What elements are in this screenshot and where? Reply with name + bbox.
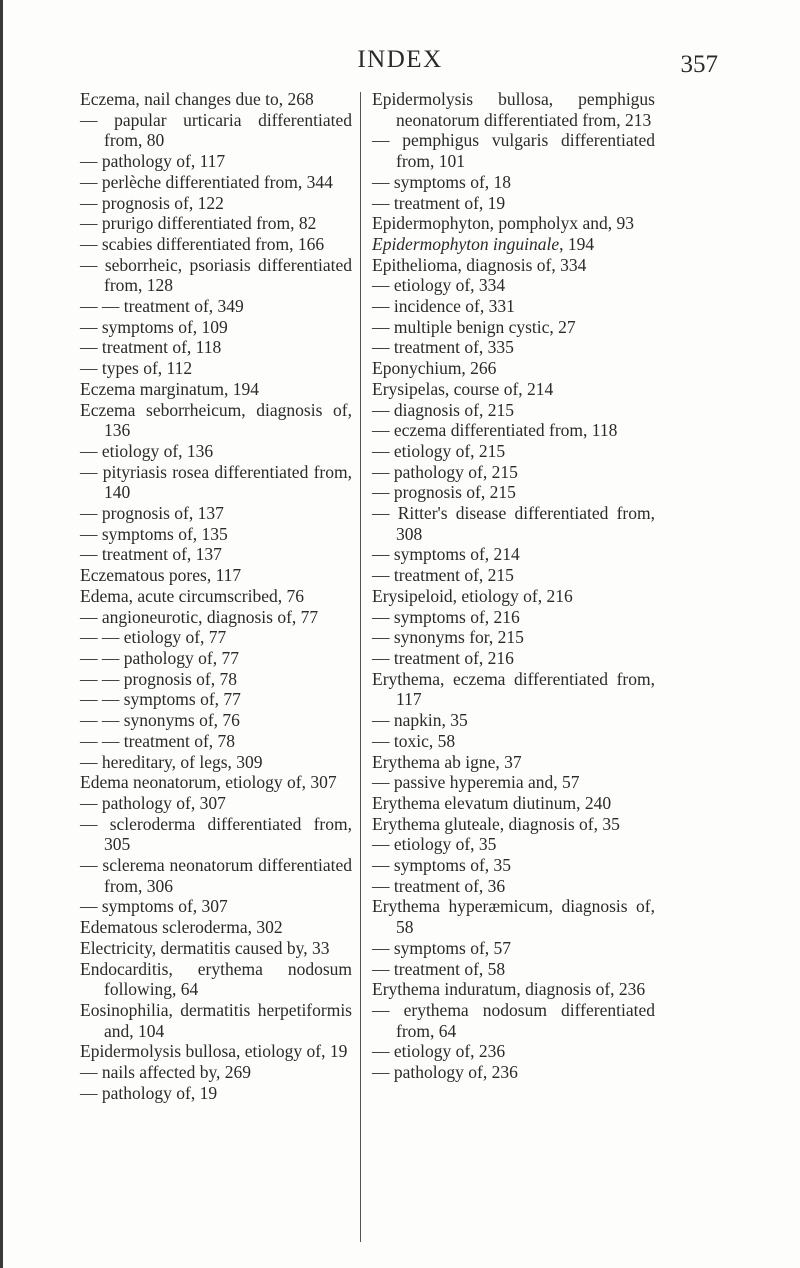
index-entry: — nails affected by, 269 bbox=[80, 1062, 252, 1083]
page-header bbox=[0, 40, 800, 80]
index-entry: Erysipelas, course of, 214 bbox=[372, 378, 554, 399]
index-entry: Epithelioma, diagnosis of, 334 bbox=[372, 254, 587, 275]
index-entry: — papular urticaria differentiated from, 80 bbox=[80, 109, 352, 151]
index-entry: — sclerema neonatorum differentiated from, 306 bbox=[80, 855, 352, 896]
index-entry: — — symptoms of, 77 bbox=[80, 689, 241, 710]
index-entry: — — treatment of, 349 bbox=[80, 296, 244, 317]
index-entry: — symptoms of, 109 bbox=[80, 316, 228, 337]
index-entry: — prognosis of, 215 bbox=[372, 482, 516, 503]
index-entry: — treatment of, 118 bbox=[80, 337, 222, 358]
index-entry: — diagnosis of, 215 bbox=[372, 399, 514, 420]
index-entry: Endocarditis, erythema nodosum following, 64 bbox=[80, 958, 352, 1000]
index-entry: Eczema marginatum, 194 bbox=[80, 378, 259, 399]
index-entry: — — prognosis of, 78 bbox=[80, 668, 238, 689]
index-entry: Erythema, eczema differentiated from, 117 bbox=[372, 668, 655, 710]
index-entry: — etiology of, 136 bbox=[80, 440, 214, 461]
index-entry: — symptoms of, 57 bbox=[372, 937, 512, 958]
page-number: 357 bbox=[680, 51, 718, 78]
index-entry: — — etiology of, 77 bbox=[80, 627, 227, 648]
index-entry: — symptoms of, 35 bbox=[372, 855, 512, 876]
index-entry: — pityriasis rosea differentiated from, 140 bbox=[80, 461, 352, 503]
index-entry: — scleroderma differentiated from, 305 bbox=[80, 813, 352, 855]
index-entry: — pathology of, 19 bbox=[80, 1082, 218, 1103]
index-entry: — angioneurotic, diagnosis of, 77 bbox=[80, 606, 319, 627]
index-entry: — symptoms of, 214 bbox=[372, 544, 520, 565]
index-entry: — Ritter's disease differentiated from, 308 bbox=[372, 503, 655, 544]
index-entry: — eczema differentiated from, 118 bbox=[372, 420, 618, 441]
index-entry: Erythema elevatum diutinum, 240 bbox=[372, 792, 612, 813]
index-entry: — pathology of, 117 bbox=[80, 151, 226, 172]
index-entry: Erythema hyperæmicum, diagnosis of, 58 bbox=[372, 896, 655, 938]
index-entry: — treatment of, 19 bbox=[372, 192, 506, 213]
index-entry: — treatment of, 58 bbox=[372, 958, 506, 979]
index-entry: Erythema ab igne, 37 bbox=[372, 751, 522, 772]
index-entry: — napkin, 35 bbox=[372, 710, 468, 731]
index-column-left bbox=[80, 89, 352, 1103]
index-entry: Epidermolysis bullosa, etiology of, 19 bbox=[80, 1041, 348, 1062]
index-entry: Electricity, dermatitis caused by, 33 bbox=[80, 937, 330, 958]
page-title: INDEX bbox=[357, 46, 443, 73]
index-entry: Eczema, nail changes due to, 268 bbox=[80, 89, 314, 109]
index-entry: Edema, acute circumscribed, 76 bbox=[80, 585, 304, 606]
index-entry: — — pathology of, 77 bbox=[80, 647, 239, 668]
index-entry: Erysipeloid, etiology of, 216 bbox=[372, 585, 573, 606]
index-entry: — symptoms of, 18 bbox=[372, 171, 512, 192]
index-entry: — incidence of, 331 bbox=[372, 296, 515, 317]
index-entry: — types of, 112 bbox=[80, 358, 193, 379]
index-entry-rest: , 194 bbox=[559, 233, 595, 254]
index-entry: — etiology of, 35 bbox=[372, 834, 497, 855]
index-entry: — erythema nodosum differentiated from, 64 bbox=[372, 999, 655, 1041]
index-entry: Erythema gluteale, diagnosis of, 35 bbox=[372, 813, 620, 834]
index-entry bbox=[372, 234, 655, 255]
index-entry: — multiple benign cystic, 27 bbox=[372, 316, 576, 337]
index-entry: — treatment of, 36 bbox=[372, 875, 506, 896]
index-entry: Eponychium, 266 bbox=[372, 358, 497, 379]
index-entry: — prognosis of, 137 bbox=[80, 503, 224, 524]
index-entry: — pemphigus vulgaris differentiated from, 101 bbox=[372, 130, 655, 172]
index-entry: — pathology of, 307 bbox=[80, 792, 226, 813]
index-entry: — treatment of, 215 bbox=[372, 565, 514, 586]
index-entry: Edematous scleroderma, 302 bbox=[80, 917, 283, 938]
index-entry: — etiology of, 236 bbox=[372, 1041, 506, 1062]
index-entry: Eosinophilia, dermatitis herpetiformis and, 104 bbox=[80, 999, 352, 1041]
index-entry: — — treatment of, 78 bbox=[80, 730, 236, 751]
index-column-right bbox=[372, 89, 655, 1083]
page-edge-rule bbox=[0, 0, 3, 1268]
index-entry: — treatment of, 137 bbox=[80, 544, 222, 565]
index-entry: — etiology of, 334 bbox=[372, 275, 506, 296]
index-entry: Eczematous pores, 117 bbox=[80, 565, 242, 586]
index-entry: — scabies differentiated from, 166 bbox=[80, 233, 325, 254]
index-entry: — synonyms for, 215 bbox=[372, 627, 524, 648]
index-entry: — toxic, 58 bbox=[372, 730, 456, 751]
index-entry: — etiology of, 215 bbox=[372, 440, 506, 461]
index-entry: Epidermophyton, pompholyx and, 93 bbox=[372, 213, 634, 234]
index-entry: Edema neonatorum, etiology of, 307 bbox=[80, 772, 337, 793]
index-entry: — prurigo differentiated from, 82 bbox=[80, 213, 317, 234]
index-entry: Epidermolysis bullosa, pemphigus neonatorum differentiated from, 213 bbox=[372, 89, 655, 130]
index-entry: — symptoms of, 307 bbox=[80, 896, 228, 917]
index-entry-italic-term: Epidermophyton inguinale bbox=[372, 233, 560, 254]
index-entry: — treatment of, 335 bbox=[372, 337, 514, 358]
index-entry: — hereditary, of legs, 309 bbox=[80, 751, 263, 772]
index-entry: — prognosis of, 122 bbox=[80, 192, 224, 213]
index-entry: — pathology of, 215 bbox=[372, 461, 518, 482]
index-entry: — pathology of, 236 bbox=[372, 1062, 518, 1083]
index-entry: — perlèche differentiated from, 344 bbox=[80, 171, 333, 192]
index-entry: — symptoms of, 135 bbox=[80, 523, 228, 544]
index-entry: Erythema induratum, diagnosis of, 236 bbox=[372, 979, 646, 1000]
index-entry: — — synonyms of, 76 bbox=[80, 710, 240, 731]
column-divider bbox=[360, 92, 361, 1242]
index-entry: — seborrheic, psoriasis differentiated from, 128 bbox=[80, 254, 352, 296]
index-entry: — passive hyperemia and, 57 bbox=[372, 772, 580, 793]
index-entry: — symptoms of, 216 bbox=[372, 606, 520, 627]
index-entry: Eczema seborrheicum, diagnosis of, 136 bbox=[80, 399, 352, 441]
index-entry: — treatment of, 216 bbox=[372, 647, 514, 668]
